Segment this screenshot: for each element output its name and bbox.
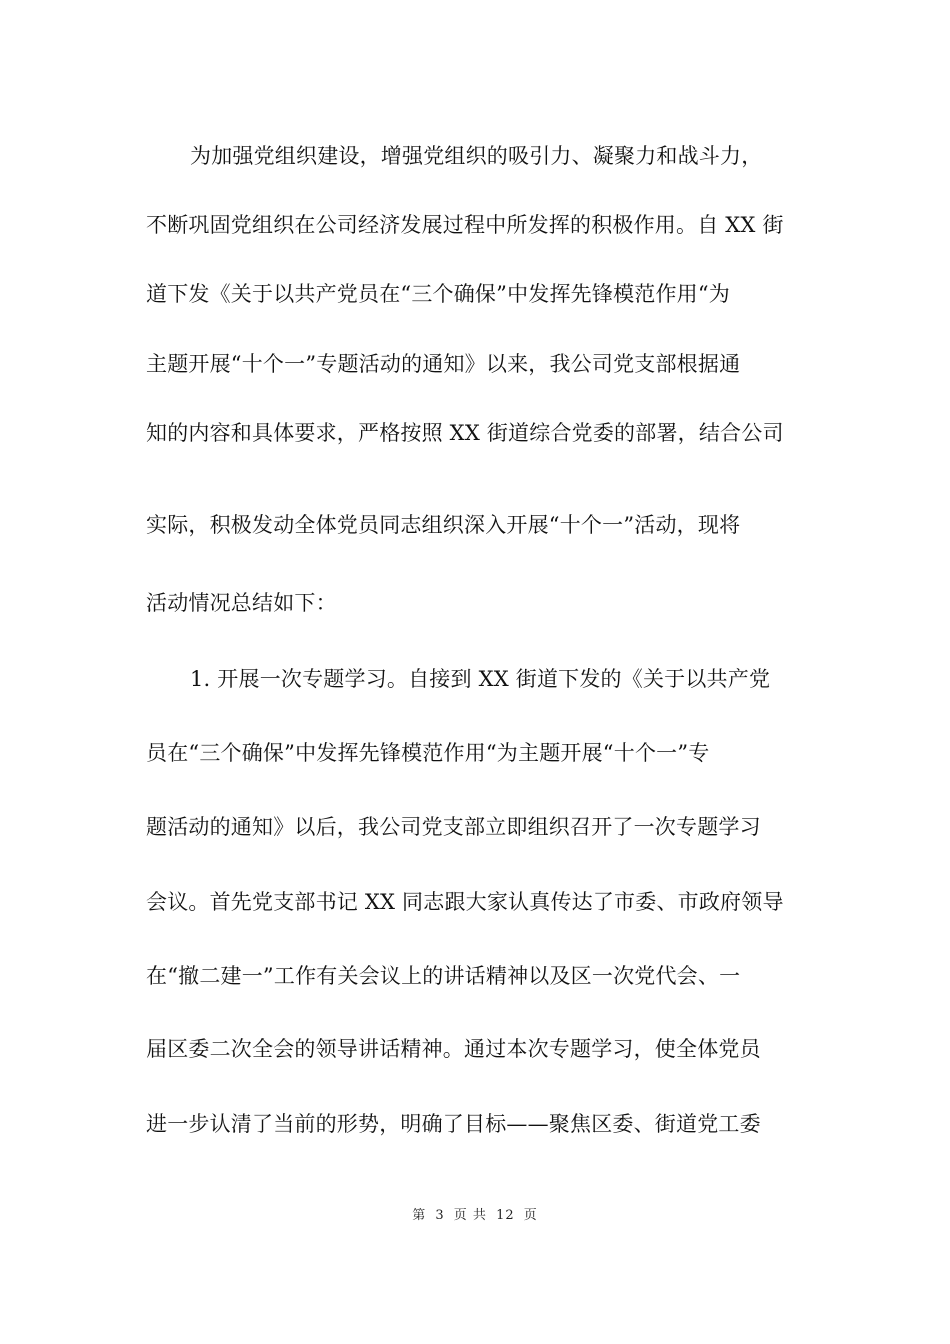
paragraph-2-line-2: 员在“三个确保”中发挥先锋模范作用“为主题开展“十个一”专 bbox=[146, 741, 710, 765]
paragraph-1-line-1: 为加强党组织建设，增强党组织的吸引力、凝聚力和战斗力， bbox=[190, 144, 763, 168]
paragraph-1-line-7: 活动情况总结如下： bbox=[146, 591, 337, 615]
footer-suffix: 页 bbox=[523, 1208, 538, 1223]
paragraph-2-line-6: 届区委二次全会的领导讲话精神。通过本次专题学习，使全体党员 bbox=[146, 1037, 761, 1061]
paragraph-1-line-6: 实际，积极发动全体党员同志组织深入开展“十个一”活动，现将 bbox=[146, 513, 741, 537]
paragraph-1-line-2: 不断巩固党组织在公司经济发展过程中所发挥的积极作用。自 XX 街 bbox=[146, 213, 784, 237]
footer-middle: 页 共 bbox=[453, 1208, 487, 1223]
paragraph-1-line-4: 主题开展“十个一”专题活动的通知》以来，我公司党支部根据通 bbox=[146, 352, 741, 376]
current-page-number: 3 bbox=[435, 1208, 445, 1223]
paragraph-2-line-4: 会议。首先党支部书记 XX 同志跟大家认真传达了市委、市政府领导 bbox=[146, 890, 784, 914]
footer-prefix: 第 bbox=[412, 1208, 427, 1223]
paragraph-1-line-3: 道下发《关于以共产党员在“三个确保”中发挥先锋模范作用“为 bbox=[146, 282, 731, 306]
paragraph-2-line-1: 1. 开展一次专题学习。自接到 XX 街道下发的《关于以共产党 bbox=[190, 667, 771, 691]
paragraph-2-line-3: 题活动的通知》以后，我公司党支部立即组织召开了一次专题学习 bbox=[146, 815, 761, 839]
paragraph-1-line-5: 知的内容和具体要求，严格按照 XX 街道综合党委的部署，结合公司 bbox=[146, 421, 784, 445]
page-footer bbox=[0, 1207, 950, 1225]
total-page-count: 12 bbox=[496, 1208, 515, 1223]
paragraph-2-line-7: 进一步认清了当前的形势，明确了目标——聚焦区委、街道党工委 bbox=[146, 1112, 761, 1136]
paragraph-2-line-5: 在“撤二建一”工作有关会议上的讲话精神以及区一次党代会、一 bbox=[146, 964, 741, 988]
